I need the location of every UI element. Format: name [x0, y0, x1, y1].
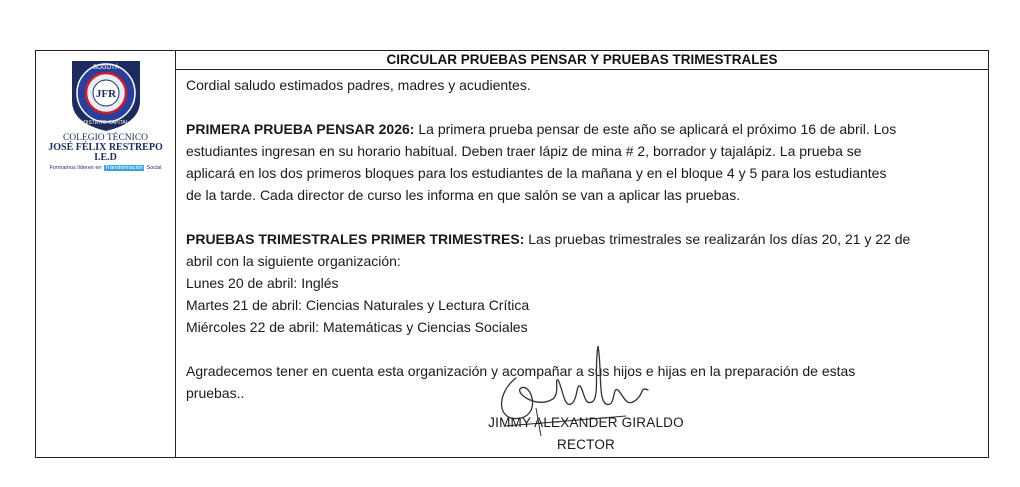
content-cell	[176, 51, 988, 457]
section1-line1	[186, 118, 978, 140]
section1-text-line3: aplicará en los dos primeros bloques para los estudiantes de la mañana y en el bloque 4 y 5 para los estudiantes	[186, 165, 887, 181]
motto-suffix: Social	[146, 165, 162, 171]
signature-block	[476, 338, 736, 458]
logo-ring-top-text: BOGOTÁ	[92, 65, 119, 71]
circular-document	[35, 50, 989, 458]
section2-line1	[186, 228, 978, 250]
section1-text-line4: de la tarde. Cada director de curso les informa en que salón se van a aplicar las pruebas.	[186, 187, 741, 203]
school-shield-logo	[66, 57, 146, 133]
section2-text-line2: abril con la siguiente organización:	[186, 253, 401, 269]
schedule-item: Martes 21 de abril: Ciencias Naturales y Lectura Crítica	[186, 297, 530, 313]
closing-line2: pruebas..	[186, 385, 245, 401]
document-title: CIRCULAR PRUEBAS PENSAR Y PRUEBAS TRIMESTRALES	[176, 51, 988, 70]
school-name-line2: JOSÉ FÉLIX RESTREPO I.E.D	[48, 142, 163, 163]
section1-heading: PRIMERA PRUEBA PENSAR 2026:	[186, 121, 415, 137]
signer-name: JIMMY ALEXANDER GIRALDO	[488, 415, 684, 430]
school-motto	[48, 165, 162, 171]
logo-ring-bottom-text: DISTRITO CAPITAL	[82, 120, 129, 126]
greeting: Cordial saludo estimados padres, madres y acudientes.	[186, 77, 531, 93]
logo-cell	[36, 51, 176, 457]
section2-heading: PRUEBAS TRIMESTRALES PRIMER TRIMESTRES:	[186, 231, 525, 247]
motto-highlight: Transformación	[104, 165, 143, 171]
school-name	[36, 133, 175, 163]
section1-text-line2: estudiantes ingresan en su horario habitual. Deben traer lápiz de mina # 2, borrador y tajalápiz. La prueba se	[186, 143, 862, 159]
schedule-item: Lunes 20 de abril: Inglés	[186, 275, 339, 291]
section2-text-line1: Las pruebas trimestrales se realizarán los días 20, 21 y 22 de	[524, 231, 911, 247]
motto-prefix: Formamos líderes en	[49, 165, 102, 171]
signer-role: RECTOR	[557, 437, 615, 452]
section1-text-line1: La primera prueba pensar de este año se aplicará el próximo 16 de abril. Los	[414, 121, 897, 137]
closing-line1: Agradecemos tener en cuenta esta organización y acompañar a sus hijos e hijas en la preparación de estas	[186, 363, 856, 379]
school-name-line1: COLEGIO TÉCNICO	[62, 133, 149, 143]
logo-initials: JFR	[95, 88, 116, 100]
document-body	[176, 70, 988, 457]
schedule-item: Miércoles 22 de abril: Matemáticas y Ciencias Sociales	[186, 319, 528, 335]
